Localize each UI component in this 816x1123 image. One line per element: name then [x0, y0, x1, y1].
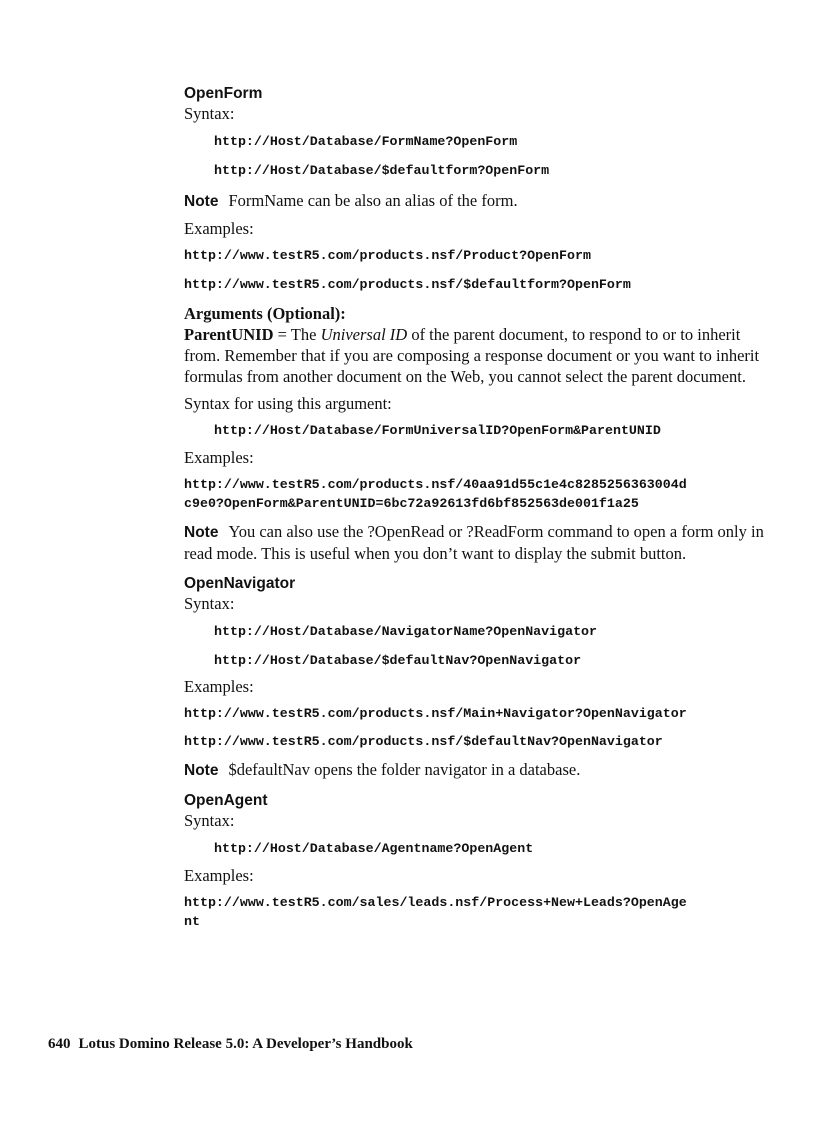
openform-heading: OpenForm	[184, 85, 263, 102]
opennavigator-example-2: http://www.testR5.com/products.nsf/$defaultNav?OpenNavigator	[184, 734, 663, 749]
opennavigator-examples-label: Examples:	[184, 677, 254, 696]
note-text: $defaultNav opens the folder navigator in a database.	[228, 760, 581, 779]
openagent-heading: OpenAgent	[184, 792, 268, 809]
openform-syntax-1: http://Host/Database/FormName?OpenForm	[214, 134, 518, 149]
argument-italic: Universal ID	[320, 325, 408, 344]
arguments-heading: Arguments (Optional):	[184, 304, 346, 323]
openform-example-2: http://www.testR5.com/products.nsf/$defaultform?OpenForm	[184, 277, 631, 292]
note-text: FormName can be also an alias of the form.	[228, 191, 518, 210]
openagent-example-line-2: nt	[184, 914, 200, 929]
note-label: Note	[184, 524, 219, 541]
note-label: Note	[184, 762, 219, 779]
argument-example-line-2: c9e0?OpenForm&ParentUNID=6bc72a92613fd6bf852563de001f1a25	[184, 496, 639, 511]
openform-example-1: http://www.testR5.com/products.nsf/Product?OpenForm	[184, 248, 591, 263]
openagent-syntax: http://Host/Database/Agentname?OpenAgent	[214, 841, 534, 856]
opennavigator-syntax-label: Syntax:	[184, 594, 235, 613]
page-footer	[48, 1034, 413, 1054]
openagent-example-line-1: http://www.testR5.com/sales/leads.nsf/Process+New+Leads?OpenAge	[184, 895, 687, 910]
argument-syntax: http://Host/Database/FormUniversalID?OpenForm&ParentUNID	[214, 423, 661, 438]
argument-syntax-label: Syntax for using this argument:	[184, 394, 392, 413]
argument-examples-label: Examples:	[184, 448, 254, 467]
opennavigator-syntax-1: http://Host/Database/NavigatorName?OpenNavigator	[214, 624, 598, 639]
openform-syntax-2: http://Host/Database/$defaultform?OpenForm	[214, 163, 550, 178]
page-content	[184, 84, 764, 931]
argument-eq: = The	[273, 325, 321, 344]
openagent-syntax-label: Syntax:	[184, 811, 235, 830]
openagent-examples-label: Examples:	[184, 866, 254, 885]
book-title: Lotus Domino Release 5.0: A Developer’s Handbook	[78, 1036, 413, 1052]
argument-example-line-1: http://www.testR5.com/products.nsf/40aa91d55c1e4c8285256363004d	[184, 477, 687, 492]
opennavigator-heading: OpenNavigator	[184, 575, 296, 592]
note-text: You can also use the ?OpenRead or ?ReadForm command to open a form only in read mode. This is useful when you don’t want to display the submit button.	[184, 522, 764, 563]
argument-name: ParentUNID	[184, 325, 274, 344]
openform-note-2	[184, 521, 764, 564]
argument-desc-text: of the parent document, to respond to or to inherit from. Remember that if you are composing a response document or you want to inherit formulas from another document on the Web, you cannot select the parent document.	[184, 325, 760, 386]
page-number: 640	[48, 1036, 71, 1052]
opennavigator-note	[184, 759, 764, 781]
opennavigator-syntax-2: http://Host/Database/$defaultNav?OpenNavigator	[214, 653, 582, 668]
argument-description	[184, 324, 764, 387]
opennavigator-example-1: http://www.testR5.com/products.nsf/Main+Navigator?OpenNavigator	[184, 706, 687, 721]
note-label: Note	[184, 193, 219, 210]
openform-note	[184, 190, 764, 212]
openform-examples-label: Examples:	[184, 219, 254, 238]
openform-syntax-label: Syntax:	[184, 104, 235, 123]
